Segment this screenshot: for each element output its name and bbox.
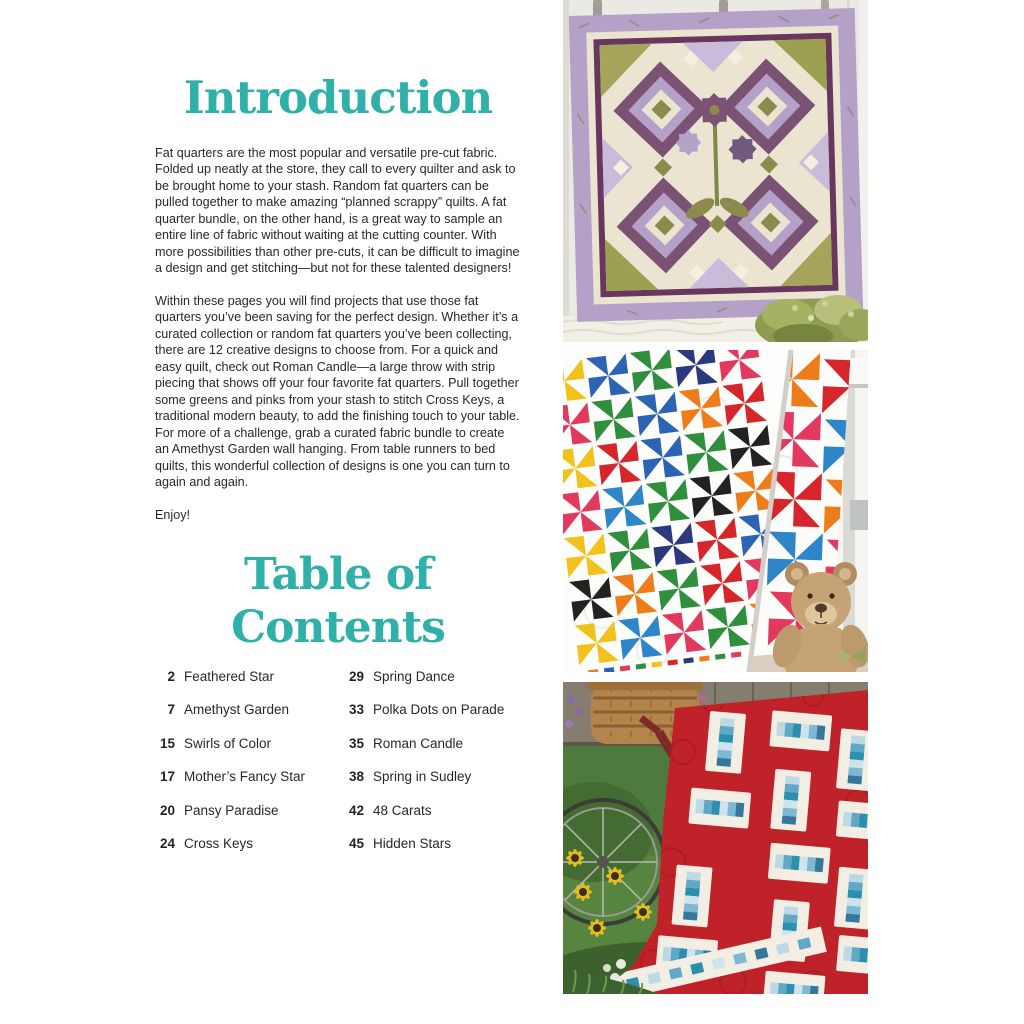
purple-quilt-illustration xyxy=(563,0,868,342)
toc-title: 48 Carats xyxy=(373,802,432,818)
toc-title: Spring Dance xyxy=(373,668,455,684)
introduction-heading: Introduction xyxy=(183,71,493,124)
toc-entry-spring-dance xyxy=(344,669,521,684)
toc-page-number: 29 xyxy=(348,668,364,684)
toc-page-number: 24 xyxy=(159,836,175,852)
toc-title: Hidden Stars xyxy=(373,836,452,852)
toc-entry-pansy-paradise xyxy=(155,803,344,818)
toc-entry-feathered-star xyxy=(155,669,344,684)
closing-line: Enjoy! xyxy=(155,507,191,522)
toc-title: Amethyst Garden xyxy=(184,702,290,718)
intro-section xyxy=(155,0,521,870)
toc-entry-polka-dots-on-parade xyxy=(344,702,521,717)
toc-title: Feathered Star xyxy=(184,668,275,684)
toc-page-number: 17 xyxy=(159,769,175,785)
toc-entry-hidden-stars xyxy=(344,836,521,851)
toc-column-right xyxy=(344,669,521,870)
red-quilt-illustration xyxy=(563,682,868,994)
toc-entry-spring-in-sudley xyxy=(344,769,521,784)
toc-entry-swirls-of-color xyxy=(155,736,344,751)
toc-entry-cross-keys xyxy=(155,836,344,851)
toc-entry-amethyst-garden xyxy=(155,702,344,717)
table-of-contents xyxy=(155,669,521,870)
intro-paragraph-1: Fat quarters are the most popular and versatile pre-cut fabric. Folded up neatly at the store, they call to every quilter and ask to be brought home to your stash. Random fat quarters can be pulled together to make amazing “planned scrappy” quilts. A fat quarter bundle, on the other hand, is a great way to sample an entire line of fabric without waiting at the cutting counter. With more possibilities than other pre-cuts, it can be difficult to imagine a design and get stitching—but not for these talented designers! xyxy=(155,145,520,276)
quilt-photo-red-white-blue xyxy=(563,682,868,994)
toc-title: Pansy Paradise xyxy=(184,802,279,818)
quilt-photo-pinwheels xyxy=(563,350,868,672)
toc-page-number: 35 xyxy=(348,735,364,751)
toc-page-number: 7 xyxy=(167,702,175,718)
toc-entry-roman-candle xyxy=(344,736,521,751)
toc-page-number: 38 xyxy=(348,769,364,785)
toc-title: Spring in Sudley xyxy=(373,769,472,785)
toc-column-left xyxy=(155,669,344,870)
pinwheel-quilt-illustration xyxy=(563,350,868,672)
toc-page-number: 15 xyxy=(159,735,175,751)
intro-paragraph-2: Within these pages you will find projects that use those fat quarters you’ve been saving for the perfect design. Whether it’s a curated collection or random fat quarters you’ve been collecting, there are 12 creative designs to choose from. For a quick and easy quilt, check out Roman Candle—a large throw with strip piecing that shows off your four favorite fat quarters. Pull together some greens and pinks from your stash to stitch Cross Keys, a traditional modern beauty, to add the finishing touch to your table. For more of a challenge, grab a curated fabric bundle to create an Amethyst Garden wall hanging. From table runners to bed quilts, this wonderful collection of designs is one you can turn to again and again. xyxy=(155,293,520,490)
toc-entry-mothers-fancy-star xyxy=(155,769,344,784)
toc-page-number: 33 xyxy=(348,702,364,718)
toc-page-number: 42 xyxy=(348,802,364,818)
toc-title: Polka Dots on Parade xyxy=(373,702,505,718)
toc-page-number: 45 xyxy=(348,836,364,852)
quilt-photo-purple-wall-hanging xyxy=(563,0,868,342)
toc-title: Swirls of Color xyxy=(184,735,272,751)
toc-title: Mother’s Fancy Star xyxy=(184,769,306,785)
toc-title: Roman Candle xyxy=(373,735,464,751)
toc-page-number: 2 xyxy=(167,668,175,684)
toc-page-number: 20 xyxy=(159,802,175,818)
toc-title: Cross Keys xyxy=(184,836,254,852)
toc-entry-48-carats xyxy=(344,803,521,818)
toc-heading: Table of Contents xyxy=(231,549,445,654)
